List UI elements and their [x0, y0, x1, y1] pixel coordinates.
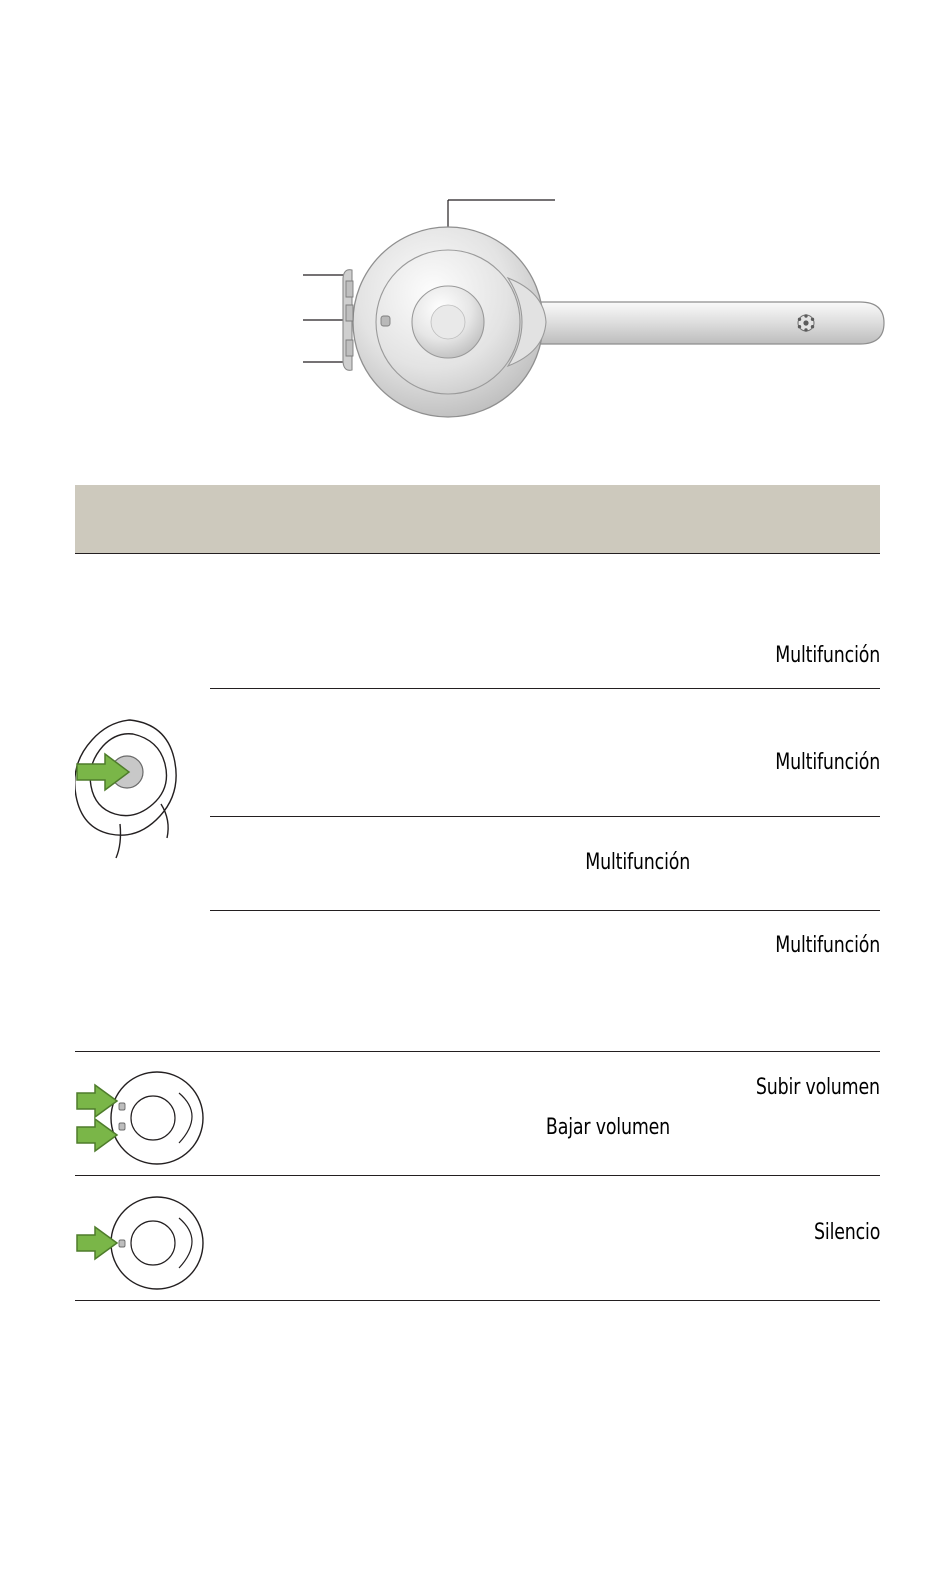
controls-table	[75, 485, 880, 1303]
row-1-action-label: Multifunción	[775, 643, 880, 668]
mute-arrow-icon	[77, 1227, 117, 1259]
row-5-action-label-up: Subir volumen	[756, 1075, 880, 1100]
row-divider	[75, 1051, 880, 1052]
row-6-action-label: Silencio	[813, 1220, 880, 1245]
table-row	[75, 698, 880, 818]
headset-ear-disc	[343, 227, 546, 417]
row-divider	[75, 553, 880, 554]
table-row	[75, 913, 880, 1053]
headset-illustration	[0, 150, 950, 470]
row-divider	[75, 1300, 880, 1301]
table-row	[75, 818, 880, 913]
row-2-action-label: Multifunción	[775, 750, 880, 775]
row-5-action-label-down: Bajar volumen	[545, 1115, 670, 1140]
row-divider	[75, 1175, 880, 1176]
row-divider-short	[210, 816, 880, 817]
row-3-action-label: Multifunción	[585, 850, 690, 875]
headset-diagram-svg	[0, 150, 950, 470]
table-row	[75, 1053, 880, 1178]
headset-volume-icon	[75, 1063, 215, 1177]
row-divider-short	[210, 910, 880, 911]
table-row	[75, 1178, 880, 1303]
headset-boom	[500, 302, 884, 344]
table-row	[75, 553, 880, 698]
row-4-action-label: Multifunción	[775, 933, 880, 958]
row-divider-short	[210, 688, 880, 689]
headset-mute-icon	[75, 1188, 215, 1302]
table-header-band	[75, 485, 880, 553]
